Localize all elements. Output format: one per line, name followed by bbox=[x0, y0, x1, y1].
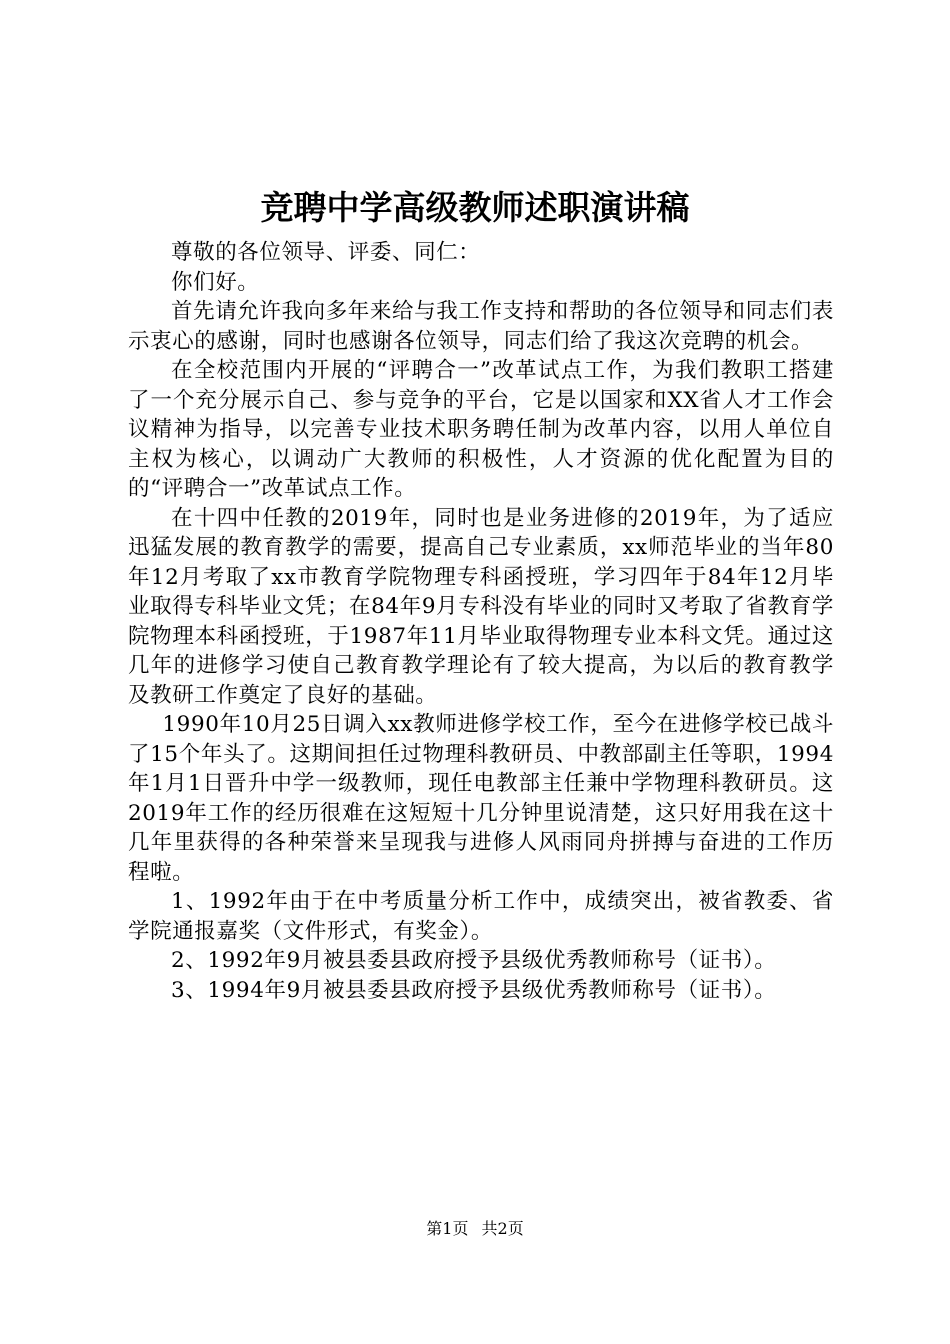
page-number: 第1页 bbox=[426, 1219, 469, 1238]
thanks-paragraph: 首先请允许我向多年来给与我工作支持和帮助的各位领导和同志们表示衷心的感谢，同时也感谢各位领导，同志们给了我这次竞聘的机会。 bbox=[128, 299, 835, 354]
document-title: 竞聘中学高级教师述职演讲稿 bbox=[260, 188, 690, 227]
page-total: 共2页 bbox=[481, 1219, 524, 1238]
document-body bbox=[128, 238, 834, 1005]
honor-item-2: 2、1992年9月被县委县政府授予县级优秀教师称号（证书）。 bbox=[171, 948, 777, 973]
reform-paragraph: 在全校范围内开展的“评聘合一”改革试点工作，为我们教职工搭建了一个充分展示自己、参与竞争的平台，它是以国家和XX省人才工作会议精神为指导，以完善专业技术职务聘任制为改革内容，以用人单位自主权为核心，以调动广大教师的积极性，人才资源的优化配置为目的的“评聘合一”改革试点工作。 bbox=[128, 358, 834, 501]
honor-item-3: 3、1994年9月被县委县政府授予县级优秀教师称号（证书）。 bbox=[171, 977, 777, 1003]
career-paragraph: 1990年10月25日调入xx教师进修学校工作，至今在进修学校已战斗了15个年头了。这期间担任过物理科教研员、中教部副主任等职，1994年1月1日晋升中学一级教师，现任电教部主任兼中学物理科教研员。这2019年工作的经历很难在这短短十几分钟里说清楚，这只好用我在这十几年里获得的各种荣誉来呈现我与进修人风雨同舟拼搏与奋进的工作历程啦。 bbox=[128, 712, 834, 885]
education-paragraph: 在十四中任教的2019年，同时也是业务进修的2019年，为了适应迅猛发展的教育教学的需要，提高自己专业素质，xx师范毕业的当年80年12月考取了xx市教育学院物理专科函授班，学习四年于84年12月毕业取得专科毕业文凭；在84年9月专科没有毕业的同时又考取了省教育学院物理本科函授班，于1987年11月毕业取得物理专业本科文凭。通过这几年的进修学习使自己教育教学理论有了较大提高，为以后的教育教学及教研工作奠定了良好的基础。 bbox=[128, 505, 834, 708]
page-footer bbox=[0, 1218, 950, 1240]
salutation-paragraph: 尊敬的各位领导、评委、同仁： bbox=[171, 240, 481, 265]
honor-item-1: 1、1992年由于在中考质量分析工作中，成绩突出，被省教委、省学院通报嘉奖（文件形式，有奖金）。 bbox=[128, 889, 834, 944]
greeting-paragraph: 你们好。 bbox=[171, 269, 260, 295]
